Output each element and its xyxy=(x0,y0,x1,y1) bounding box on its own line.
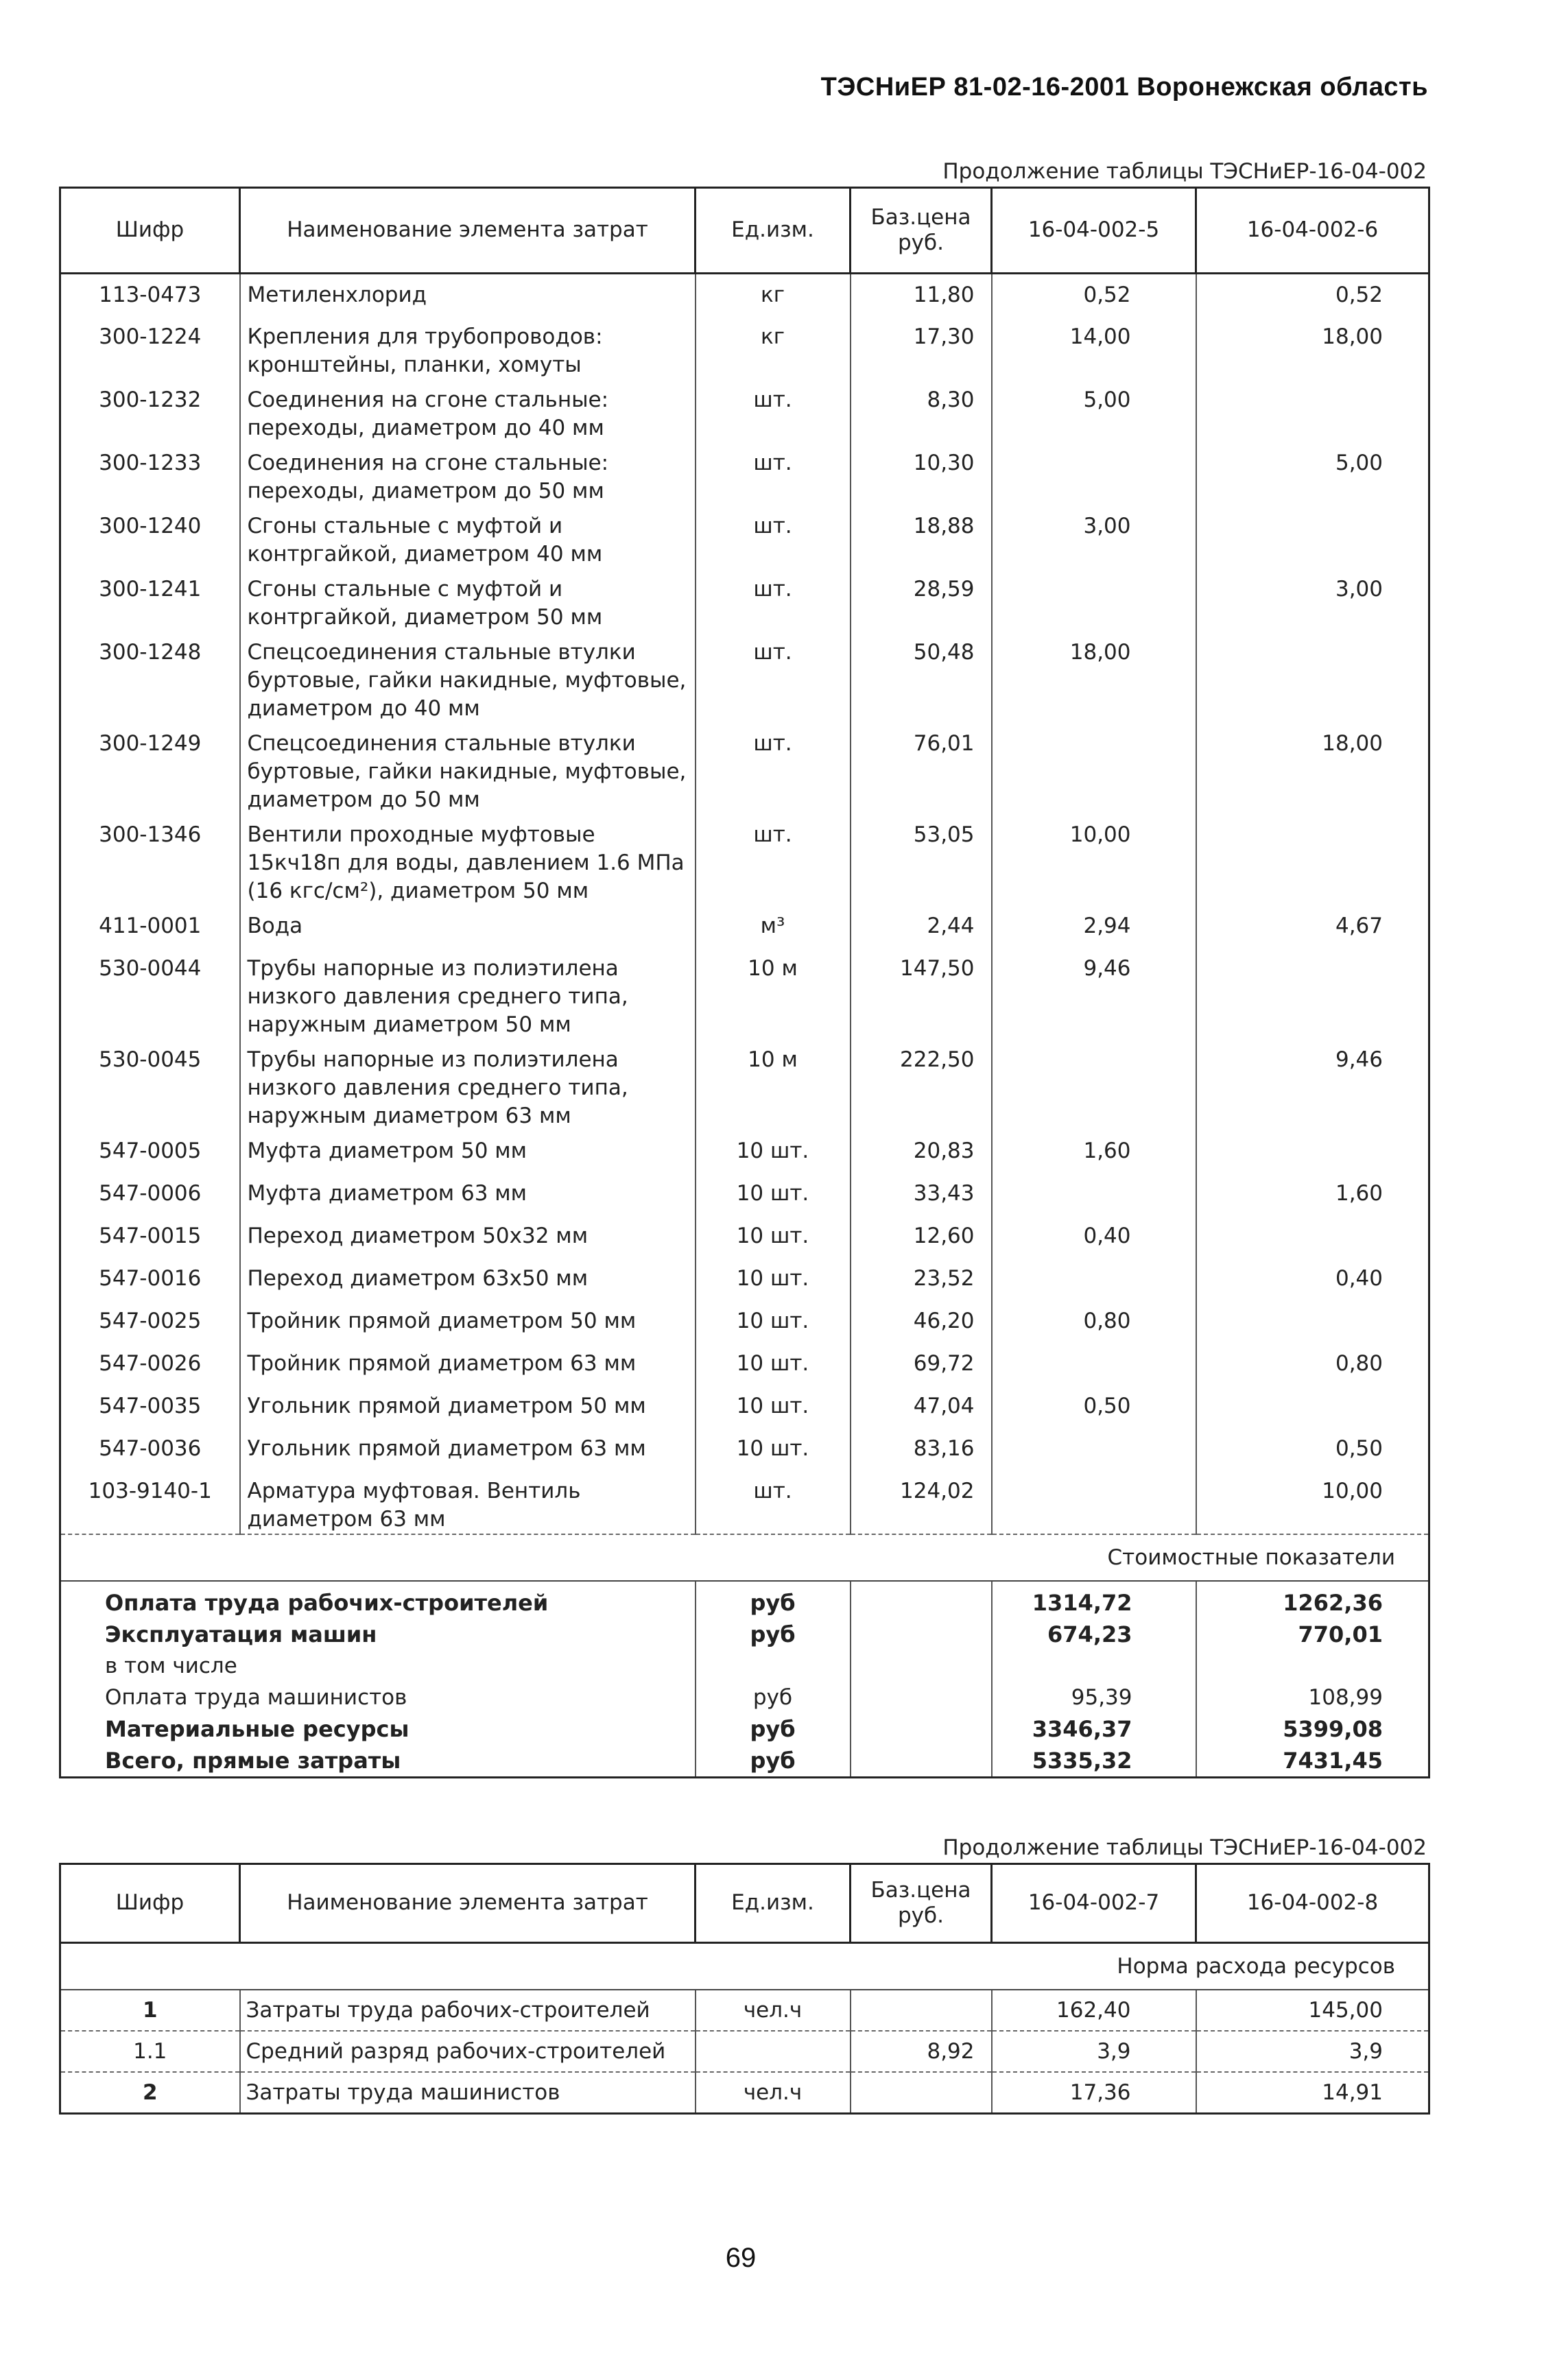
column-header-code: Шифр xyxy=(60,188,240,274)
table-row xyxy=(60,1343,1429,1385)
cell-price: 53,05 xyxy=(851,814,992,905)
cell-code: 547-0005 xyxy=(60,1130,240,1173)
cell-price: 33,43 xyxy=(851,1173,992,1215)
totals-unit: руб xyxy=(696,1713,851,1745)
cell-name: Тройник прямой диаметром 63 мм xyxy=(240,1343,696,1385)
cell-code: 300-1249 xyxy=(60,723,240,814)
cell-unit: 10 шт. xyxy=(696,1428,851,1470)
section-label: Стоимостные показатели xyxy=(60,1534,1429,1581)
cell-16-04-002-6: 0,50 xyxy=(1196,1428,1429,1470)
cell-code: 300-1240 xyxy=(60,505,240,569)
cell-price: 12,60 xyxy=(851,1215,992,1258)
cell-price: 20,83 xyxy=(851,1130,992,1173)
cell-name: Трубы напорные из полиэтилена низкого давления среднего типа, наружным диаметром 63 мм xyxy=(240,1039,696,1130)
cell-code: 300-1248 xyxy=(60,632,240,723)
table2-header-row xyxy=(60,1864,1429,1943)
table-row xyxy=(60,569,1429,632)
cell-16-04-002-6 xyxy=(1196,632,1429,723)
table-row xyxy=(60,1130,1429,1173)
resource-table-2 xyxy=(59,1863,1430,2115)
cell-unit: шт. xyxy=(696,723,851,814)
cell-16-04-002-6: 1,60 xyxy=(1196,1173,1429,1215)
table-row xyxy=(60,1258,1429,1300)
totals-label: в том числе xyxy=(60,1650,696,1682)
cell-16-04-002-7: 162,40 xyxy=(992,1990,1196,2031)
cell-unit: шт. xyxy=(696,1470,851,1534)
cell-name: Трубы напорные из полиэтилена низкого давления среднего типа, наружным диаметром 50 мм xyxy=(240,948,696,1039)
table-row xyxy=(60,1385,1429,1428)
cell-name: Затраты труда машинистов xyxy=(240,2072,696,2114)
totals-16-04-002-6: 1262,36 xyxy=(1196,1581,1429,1619)
cell-16-04-002-6: 3,00 xyxy=(1196,569,1429,632)
cell-16-04-002-6: 0,52 xyxy=(1196,274,1429,316)
cell-16-04-002-6 xyxy=(1196,948,1429,1039)
cell-code: 1.1 xyxy=(60,2031,240,2072)
table-row xyxy=(60,723,1429,814)
cell-16-04-002-6 xyxy=(1196,1300,1429,1343)
cell-name: Соединения на сгоне стальные: переходы, диаметром до 40 мм xyxy=(240,379,696,442)
cell-price: 10,30 xyxy=(851,442,992,505)
cell-name: Муфта диаметром 63 мм xyxy=(240,1173,696,1215)
cell-16-04-002-5 xyxy=(992,1470,1196,1534)
cell-name: Муфта диаметром 50 мм xyxy=(240,1130,696,1173)
section-row-resource-norms xyxy=(60,1943,1429,1990)
cell-16-04-002-6 xyxy=(1196,1130,1429,1173)
totals-price-empty xyxy=(851,1650,992,1682)
cell-code: 103-9140-1 xyxy=(60,1470,240,1534)
table-row xyxy=(60,316,1429,379)
cell-price: 124,02 xyxy=(851,1470,992,1534)
cell-16-04-002-8: 3,9 xyxy=(1196,2031,1429,2072)
cell-unit: чел.ч xyxy=(696,2072,851,2114)
cell-16-04-002-5: 1,60 xyxy=(992,1130,1196,1173)
cell-price: 76,01 xyxy=(851,723,992,814)
totals-16-04-002-6: 7431,45 xyxy=(1196,1745,1429,1778)
totals-price-empty xyxy=(851,1581,992,1619)
cell-unit: 10 шт. xyxy=(696,1130,851,1173)
cell-16-04-002-6 xyxy=(1196,505,1429,569)
cell-16-04-002-5: 0,52 xyxy=(992,274,1196,316)
totals-16-04-002-5: 3346,37 xyxy=(992,1713,1196,1745)
totals-price-empty xyxy=(851,1713,992,1745)
cell-16-04-002-6: 18,00 xyxy=(1196,723,1429,814)
cell-unit: шт. xyxy=(696,442,851,505)
cell-name: Вентили проходные муфтовые 15кч18п для воды, давлением 1.6 МПа (16 кгс/см²), диаметром 50 мм xyxy=(240,814,696,905)
table-row xyxy=(60,905,1429,948)
totals-row xyxy=(60,1682,1429,1713)
column-header-base-price: Баз.цена руб. xyxy=(851,188,992,274)
cell-unit: 10 шт. xyxy=(696,1215,851,1258)
cell-unit: м³ xyxy=(696,905,851,948)
cell-16-04-002-5 xyxy=(992,1039,1196,1130)
totals-16-04-002-5: 95,39 xyxy=(992,1682,1196,1713)
table-row xyxy=(60,632,1429,723)
cell-16-04-002-6 xyxy=(1196,1215,1429,1258)
cell-unit: чел.ч xyxy=(696,1990,851,2031)
cell-unit: 10 м xyxy=(696,948,851,1039)
cell-price: 17,30 xyxy=(851,316,992,379)
cell-name: Затраты труда рабочих-строителей xyxy=(240,1990,696,2031)
table2-body xyxy=(60,1943,1429,2114)
table-row xyxy=(60,814,1429,905)
cell-16-04-002-5 xyxy=(992,1173,1196,1215)
cell-16-04-002-6: 9,46 xyxy=(1196,1039,1429,1130)
cell-name: Вода xyxy=(240,905,696,948)
totals-16-04-002-5: 674,23 xyxy=(992,1619,1196,1650)
totals-price-empty xyxy=(851,1745,992,1778)
page-number: 69 xyxy=(725,2243,757,2273)
cell-16-04-002-7: 17,36 xyxy=(992,2072,1196,2114)
cell-price: 8,30 xyxy=(851,379,992,442)
totals-label: Всего, прямые затраты xyxy=(60,1745,696,1778)
column-header-code: Шифр xyxy=(60,1864,240,1943)
cell-price: 2,44 xyxy=(851,905,992,948)
cell-16-04-002-5: 18,00 xyxy=(992,632,1196,723)
cell-price xyxy=(851,1990,992,2031)
cell-16-04-002-5: 0,80 xyxy=(992,1300,1196,1343)
cell-16-04-002-5 xyxy=(992,442,1196,505)
table-row xyxy=(60,2072,1429,2114)
cell-code: 1 xyxy=(60,1990,240,2031)
cell-unit: 10 шт. xyxy=(696,1385,851,1428)
column-header-base-price: Баз.цена руб. xyxy=(851,1864,992,1943)
cell-16-04-002-5: 2,94 xyxy=(992,905,1196,948)
cell-code: 547-0015 xyxy=(60,1215,240,1258)
column-header-unit: Ед.изм. xyxy=(696,1864,851,1943)
cell-price: 83,16 xyxy=(851,1428,992,1470)
totals-16-04-002-6: 770,01 xyxy=(1196,1619,1429,1650)
cell-unit: шт. xyxy=(696,814,851,905)
cell-16-04-002-5 xyxy=(992,1343,1196,1385)
cell-16-04-002-7: 3,9 xyxy=(992,2031,1196,2072)
cell-16-04-002-5: 0,40 xyxy=(992,1215,1196,1258)
totals-label: Оплата труда рабочих-строителей xyxy=(60,1581,696,1619)
cell-code: 547-0006 xyxy=(60,1173,240,1215)
table-row xyxy=(60,442,1429,505)
cell-16-04-002-5 xyxy=(992,723,1196,814)
totals-unit: руб xyxy=(696,1682,851,1713)
column-header-unit: Ед.изм. xyxy=(696,188,851,274)
cell-16-04-002-8: 145,00 xyxy=(1196,1990,1429,2031)
cell-16-04-002-5: 10,00 xyxy=(992,814,1196,905)
table-row xyxy=(60,1173,1429,1215)
totals-16-04-002-6 xyxy=(1196,1650,1429,1682)
cell-16-04-002-8: 14,91 xyxy=(1196,2072,1429,2114)
cell-name: Крепления для трубопроводов: кронштейны, планки, хомуты xyxy=(240,316,696,379)
cell-price: 147,50 xyxy=(851,948,992,1039)
cell-16-04-002-5: 5,00 xyxy=(992,379,1196,442)
cell-16-04-002-5 xyxy=(992,1428,1196,1470)
cell-price: 69,72 xyxy=(851,1343,992,1385)
cell-code: 300-1232 xyxy=(60,379,240,442)
cell-16-04-002-6: 0,80 xyxy=(1196,1343,1429,1385)
cell-name: Угольник прямой диаметром 63 мм xyxy=(240,1428,696,1470)
table1-header-row xyxy=(60,188,1429,274)
totals-unit: руб xyxy=(696,1745,851,1778)
totals-row xyxy=(60,1619,1429,1650)
cell-code: 530-0045 xyxy=(60,1039,240,1130)
totals-price-empty xyxy=(851,1682,992,1713)
cell-name: Соединения на сгоне стальные: переходы, диаметром до 50 мм xyxy=(240,442,696,505)
cell-16-04-002-6: 10,00 xyxy=(1196,1470,1429,1534)
table-row xyxy=(60,1215,1429,1258)
cell-unit: шт. xyxy=(696,379,851,442)
cell-16-04-002-6 xyxy=(1196,814,1429,905)
cell-price: 8,92 xyxy=(851,2031,992,2072)
cell-code: 2 xyxy=(60,2072,240,2114)
cell-name: Сгоны стальные с муфтой и контргайкой, диаметром 40 мм xyxy=(240,505,696,569)
section-label: Норма расхода ресурсов xyxy=(60,1943,1429,1990)
cell-price xyxy=(851,2072,992,2114)
cell-name: Спецсоединения стальные втулки буртовые, гайки накидные, муфтовые, диаметром до 50 мм xyxy=(240,723,696,814)
cell-name: Тройник прямой диаметром 50 мм xyxy=(240,1300,696,1343)
cell-unit: 10 шт. xyxy=(696,1258,851,1300)
cell-code: 300-1233 xyxy=(60,442,240,505)
totals-16-04-002-6: 5399,08 xyxy=(1196,1713,1429,1745)
totals-row xyxy=(60,1650,1429,1682)
cell-16-04-002-6: 5,00 xyxy=(1196,442,1429,505)
cell-code: 547-0025 xyxy=(60,1300,240,1343)
cell-unit: шт. xyxy=(696,505,851,569)
cell-price: 50,48 xyxy=(851,632,992,723)
cell-name: Угольник прямой диаметром 50 мм xyxy=(240,1385,696,1428)
cell-16-04-002-6 xyxy=(1196,379,1429,442)
cell-code: 547-0016 xyxy=(60,1258,240,1300)
table-row xyxy=(60,1990,1429,2031)
cell-code: 547-0026 xyxy=(60,1343,240,1385)
cell-code: 530-0044 xyxy=(60,948,240,1039)
cell-price: 23,52 xyxy=(851,1258,992,1300)
resource-table-1 xyxy=(59,187,1430,1778)
totals-16-04-002-5 xyxy=(992,1650,1196,1682)
table1-continuation-caption: Продолжение таблицы ТЭСНиЕР-16-04-002 xyxy=(942,159,1427,184)
column-header-16-04-002-6: 16-04-002-6 xyxy=(1196,188,1429,274)
section-row-cost-indicators xyxy=(60,1534,1429,1581)
cell-unit: 10 шт. xyxy=(696,1173,851,1215)
cell-name: Средний разряд рабочих-строителей xyxy=(240,2031,696,2072)
totals-unit: руб xyxy=(696,1581,851,1619)
column-header-name: Наименование элемента затрат xyxy=(240,188,696,274)
table-row xyxy=(60,379,1429,442)
column-header-name: Наименование элемента затрат xyxy=(240,1864,696,1943)
cell-unit: шт. xyxy=(696,569,851,632)
cell-16-04-002-6: 18,00 xyxy=(1196,316,1429,379)
cell-16-04-002-6: 4,67 xyxy=(1196,905,1429,948)
cell-price: 28,59 xyxy=(851,569,992,632)
cell-16-04-002-6: 0,40 xyxy=(1196,1258,1429,1300)
cell-16-04-002-6 xyxy=(1196,1385,1429,1428)
cell-code: 300-1346 xyxy=(60,814,240,905)
cell-16-04-002-5 xyxy=(992,1258,1196,1300)
table-row xyxy=(60,1428,1429,1470)
cell-name: Спецсоединения стальные втулки буртовые, гайки накидные, муфтовые, диаметром до 40 мм xyxy=(240,632,696,723)
cell-price: 222,50 xyxy=(851,1039,992,1130)
cell-price: 46,20 xyxy=(851,1300,992,1343)
table-row xyxy=(60,1470,1429,1534)
column-header-16-04-002-7: 16-04-002-7 xyxy=(992,1864,1196,1943)
cell-unit: 10 м xyxy=(696,1039,851,1130)
table-row xyxy=(60,1300,1429,1343)
cell-unit: 10 шт. xyxy=(696,1300,851,1343)
cell-unit xyxy=(696,2031,851,2072)
table-row xyxy=(60,505,1429,569)
cell-price: 47,04 xyxy=(851,1385,992,1428)
totals-price-empty xyxy=(851,1619,992,1650)
cell-16-04-002-5: 14,00 xyxy=(992,316,1196,379)
cell-16-04-002-5: 9,46 xyxy=(992,948,1196,1039)
totals-row xyxy=(60,1581,1429,1619)
totals-16-04-002-5: 1314,72 xyxy=(992,1581,1196,1619)
table1-body xyxy=(60,274,1429,1778)
cell-price: 11,80 xyxy=(851,274,992,316)
totals-label: Материальные ресурсы xyxy=(60,1713,696,1745)
cell-price: 18,88 xyxy=(851,505,992,569)
totals-label: Оплата труда машинистов xyxy=(60,1682,696,1713)
cell-unit: 10 шт. xyxy=(696,1343,851,1385)
cell-code: 113-0473 xyxy=(60,274,240,316)
cell-code: 300-1241 xyxy=(60,569,240,632)
cell-name: Сгоны стальные с муфтой и контргайкой, диаметром 50 мм xyxy=(240,569,696,632)
document-header: ТЭСНиЕР 81-02-16-2001 Воронежская область xyxy=(820,73,1428,102)
cell-16-04-002-5: 3,00 xyxy=(992,505,1196,569)
table-row xyxy=(60,274,1429,316)
cell-code: 547-0036 xyxy=(60,1428,240,1470)
cell-16-04-002-5: 0,50 xyxy=(992,1385,1196,1428)
cell-name: Метиленхлорид xyxy=(240,274,696,316)
cell-name: Переход диаметром 50x32 мм xyxy=(240,1215,696,1258)
cell-name: Арматура муфтовая. Вентиль диаметром 63 мм xyxy=(240,1470,696,1534)
table2-continuation-caption: Продолжение таблицы ТЭСНиЕР-16-04-002 xyxy=(942,1835,1427,1860)
totals-row xyxy=(60,1745,1429,1778)
cell-unit: кг xyxy=(696,274,851,316)
cell-name: Переход диаметром 63x50 мм xyxy=(240,1258,696,1300)
table-row xyxy=(60,948,1429,1039)
cell-16-04-002-5 xyxy=(992,569,1196,632)
totals-row xyxy=(60,1713,1429,1745)
totals-unit: руб xyxy=(696,1619,851,1650)
table-row xyxy=(60,2031,1429,2072)
cell-code: 300-1224 xyxy=(60,316,240,379)
totals-16-04-002-5: 5335,32 xyxy=(992,1745,1196,1778)
column-header-16-04-002-5: 16-04-002-5 xyxy=(992,188,1196,274)
totals-label: Эксплуатация машин xyxy=(60,1619,696,1650)
cell-unit: шт. xyxy=(696,632,851,723)
column-header-16-04-002-8: 16-04-002-8 xyxy=(1196,1864,1429,1943)
cell-code: 547-0035 xyxy=(60,1385,240,1428)
totals-16-04-002-6: 108,99 xyxy=(1196,1682,1429,1713)
cell-unit: кг xyxy=(696,316,851,379)
totals-unit xyxy=(696,1650,851,1682)
table-row xyxy=(60,1039,1429,1130)
cell-code: 411-0001 xyxy=(60,905,240,948)
